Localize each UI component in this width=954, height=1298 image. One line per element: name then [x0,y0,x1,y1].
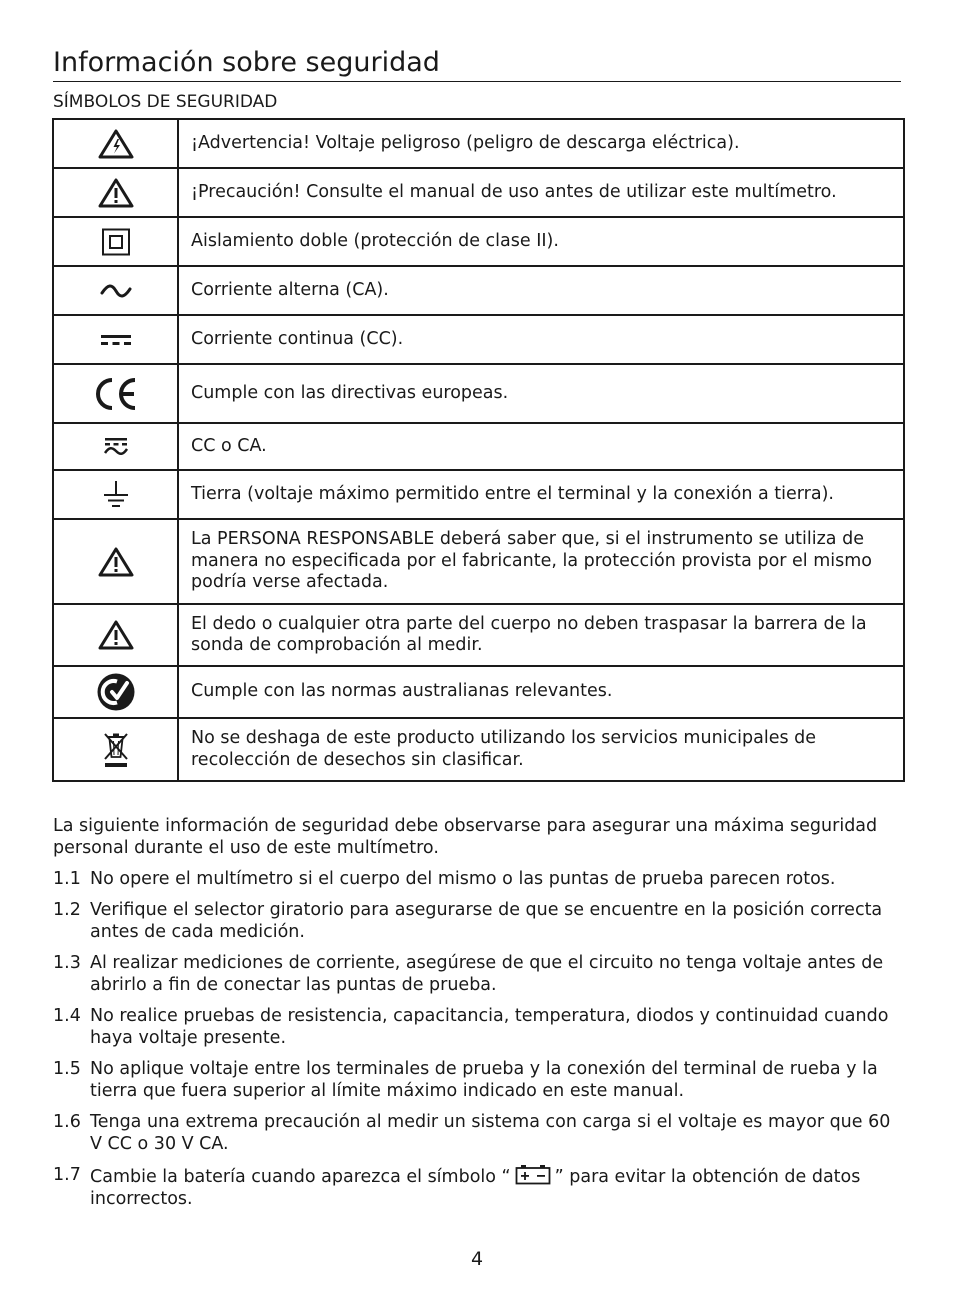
symbol-description: El dedo o cualquier otra parte del cuerpo no deben traspasar la barrera de la sonda de comprobación al medir. [178,604,904,666]
item-text: No opere el multímetro si el cuerpo del mismo o las puntas de prueba parecen rotos. [90,869,836,889]
ce-mark-icon [92,376,140,412]
symbol-description: No se deshaga de este producto utilizando los servicios municipales de recolección de desechos sin clasificar. [178,718,904,781]
safety-symbols-table [52,118,905,782]
table-row [53,666,904,718]
item-text: Al realizar mediciones de corriente, asegúrese de que el circuito no tenga voltaje antes de abrirlo a fin de conectar las puntas de prueba. [90,953,884,995]
battery-icon [515,1164,551,1185]
table-row [53,604,904,666]
list-item [53,899,903,943]
intro-paragraph: La siguiente información de seguridad debe observarse para asegurar una máxima seguridad personal durante el uso de este multímetro. [53,816,878,858]
caution-triangle-icon [97,619,135,651]
symbol-description: Corriente alterna (CA). [178,266,904,315]
item-text-before: Cambie la batería cuando aparezca el símbolo “ [90,1167,511,1187]
table-row [53,718,904,781]
list-item [53,868,903,890]
table-row [53,364,904,423]
table-row [53,266,904,315]
ground-icon [101,480,131,510]
table-row [53,519,904,604]
c-tick-mark-icon [96,672,136,712]
item-number: 1.5 [53,1059,81,1079]
symbol-description: ¡Advertencia! Voltaje peligroso (peligro de descarga eléctrica). [178,119,904,168]
alternating-current-icon [99,283,133,299]
item-number: 1.4 [53,1006,81,1026]
electric-shock-warning-icon [97,128,135,160]
item-text: No realice pruebas de resistencia, capacitancia, temperatura, diodos y continuidad cuando haya voltaje presente. [90,1006,889,1048]
direct-current-icon [100,333,132,347]
item-number: 1.3 [53,953,81,973]
item-number: 1.1 [53,869,81,889]
item-text: Verifique el selector giratorio para asegurarse de que se encuentre en la posición correcta antes de cada medición. [90,900,883,942]
item-number: 1.7 [53,1165,81,1185]
item-number: 1.6 [53,1112,81,1132]
table-row [53,423,904,470]
ac-dc-icon [103,437,129,457]
symbol-description: Cumple con las normas australianas relevantes. [178,666,904,718]
symbol-description: Cumple con las directivas europeas. [178,364,904,423]
page-number: 4 [470,1248,484,1270]
list-item [53,952,903,996]
item-text: Tenga una extrema precaución al medir un sistema con carga si el voltaje es mayor que 60 V CC o 30 V CA. [90,1112,891,1154]
symbol-description: Tierra (voltaje máximo permitido entre el terminal y la conexión a tierra). [178,470,904,519]
symbol-description: Corriente continua (CC). [178,315,904,364]
section-subtitle: SÍMBOLOS DE SEGURIDAD [53,92,278,112]
table-row [53,217,904,266]
title-rule [53,81,901,82]
table-row [53,470,904,519]
caution-triangle-icon [97,546,135,578]
caution-triangle-icon [97,177,135,209]
table-row [53,168,904,217]
item-text-after: ” para evitar la obtención de datos incorrectos. [90,1167,861,1209]
symbol-description: ¡Precaución! Consulte el manual de uso antes de utilizar este multímetro. [178,168,904,217]
item-text: No aplique voltaje entre los terminales de prueba y la conexión del terminal de rueba y la tierra que fuera superior al límite máximo indicado en este manual. [90,1059,878,1101]
list-item [53,1111,903,1155]
table-row [53,119,904,168]
list-item [53,1005,903,1049]
symbol-description: Aislamiento doble (protección de clase II). [178,217,904,266]
symbol-description: CC o CA. [178,423,904,470]
list-item [53,1164,903,1210]
symbol-description: La PERSONA RESPONSABLE deberá saber que, si el instrumento se utiliza de manera no especificada por el fabricante, la protección provista por el mismo podría verse afectada. [178,519,904,604]
safety-instructions-list [53,868,903,1219]
page-title: Información sobre seguridad [53,47,440,78]
table-row [53,315,904,364]
item-number: 1.2 [53,900,81,920]
list-item [53,1058,903,1102]
weee-crossed-bin-icon [101,730,131,770]
double-insulation-icon [101,228,131,256]
